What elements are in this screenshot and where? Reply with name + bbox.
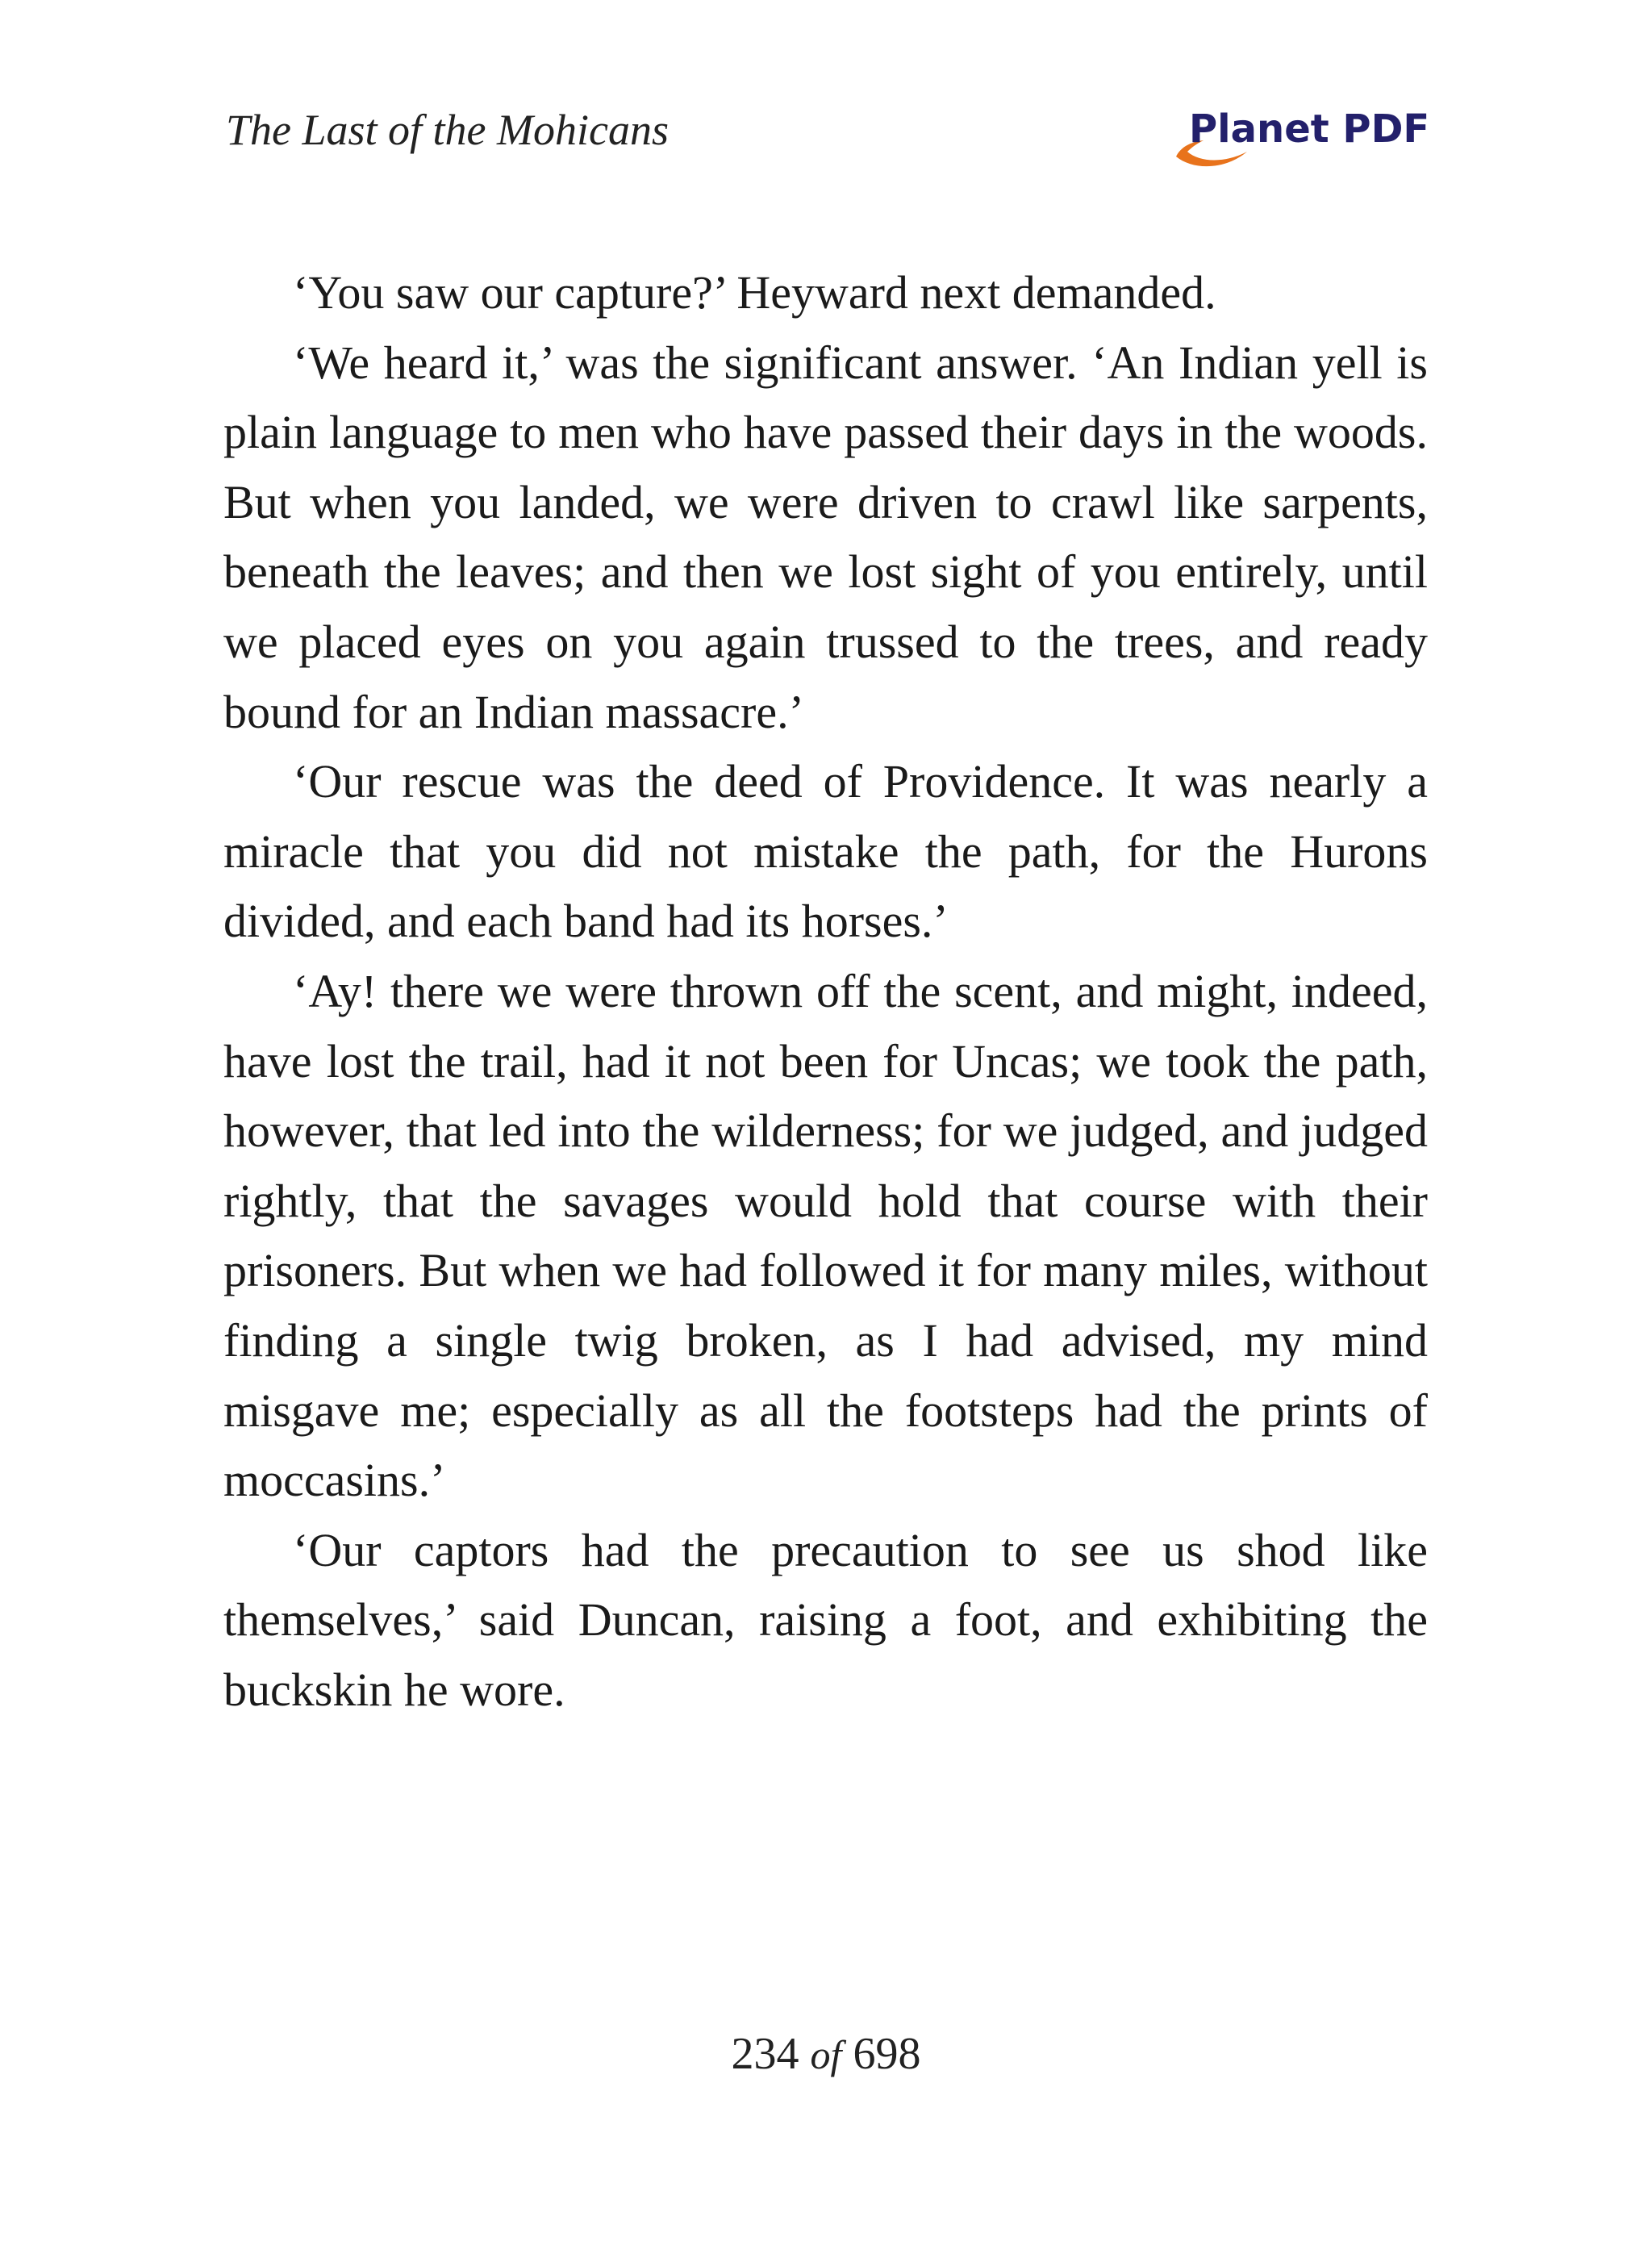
paragraph: ‘Our rescue was the deed of Providence. It was nearly a miracle that you did not mistake the path, for the Hurons divided, and each band had its horses.’ [223,755,1428,948]
page-body [223,258,1428,1725]
paragraph: ‘We heard it,’ was the significant answer. ‘An Indian yell is plain language to men who have passed their days in the woods. But when you landed, we were driven to crawl like sarpents, beneath the leaves; and then we lost sight of you entirely, until we placed eyes on you again trussed to the trees, and ready bound for an Indian massacre.’ [223,336,1428,738]
page-number [0,2028,1652,2080]
planet-pdf-logo [1170,106,1428,171]
running-title: The Last of the Mohicans [226,106,669,154]
paragraph: ‘You saw our capture?’ Heyward next demanded. [293,266,1216,319]
brand-text: Planet PDF [1189,106,1430,152]
paragraph: ‘Our captors had the precaution to see us shod like themselves,’ said Duncan, raising a foot, and exhibiting the buckskin he wore. [223,1523,1428,1716]
total-page-count: 698 [853,2029,921,2079]
of-word: of [810,2032,842,2077]
current-page-number: 234 [731,2029,799,2079]
paragraph: ‘Ay! there we were thrown off the scent, and might, indeed, have lost the trail, had it not been for Uncas; we took the path, however, that led into the wilderness; for we judged, and judged rightly, that the savages would hold that course with their prisoners. But when we had followed it for many miles, without finding a single twig broken, as I had advised, my mind misgave me; especially as all the footsteps had the prints of moccasins.’ [223,964,1428,1507]
